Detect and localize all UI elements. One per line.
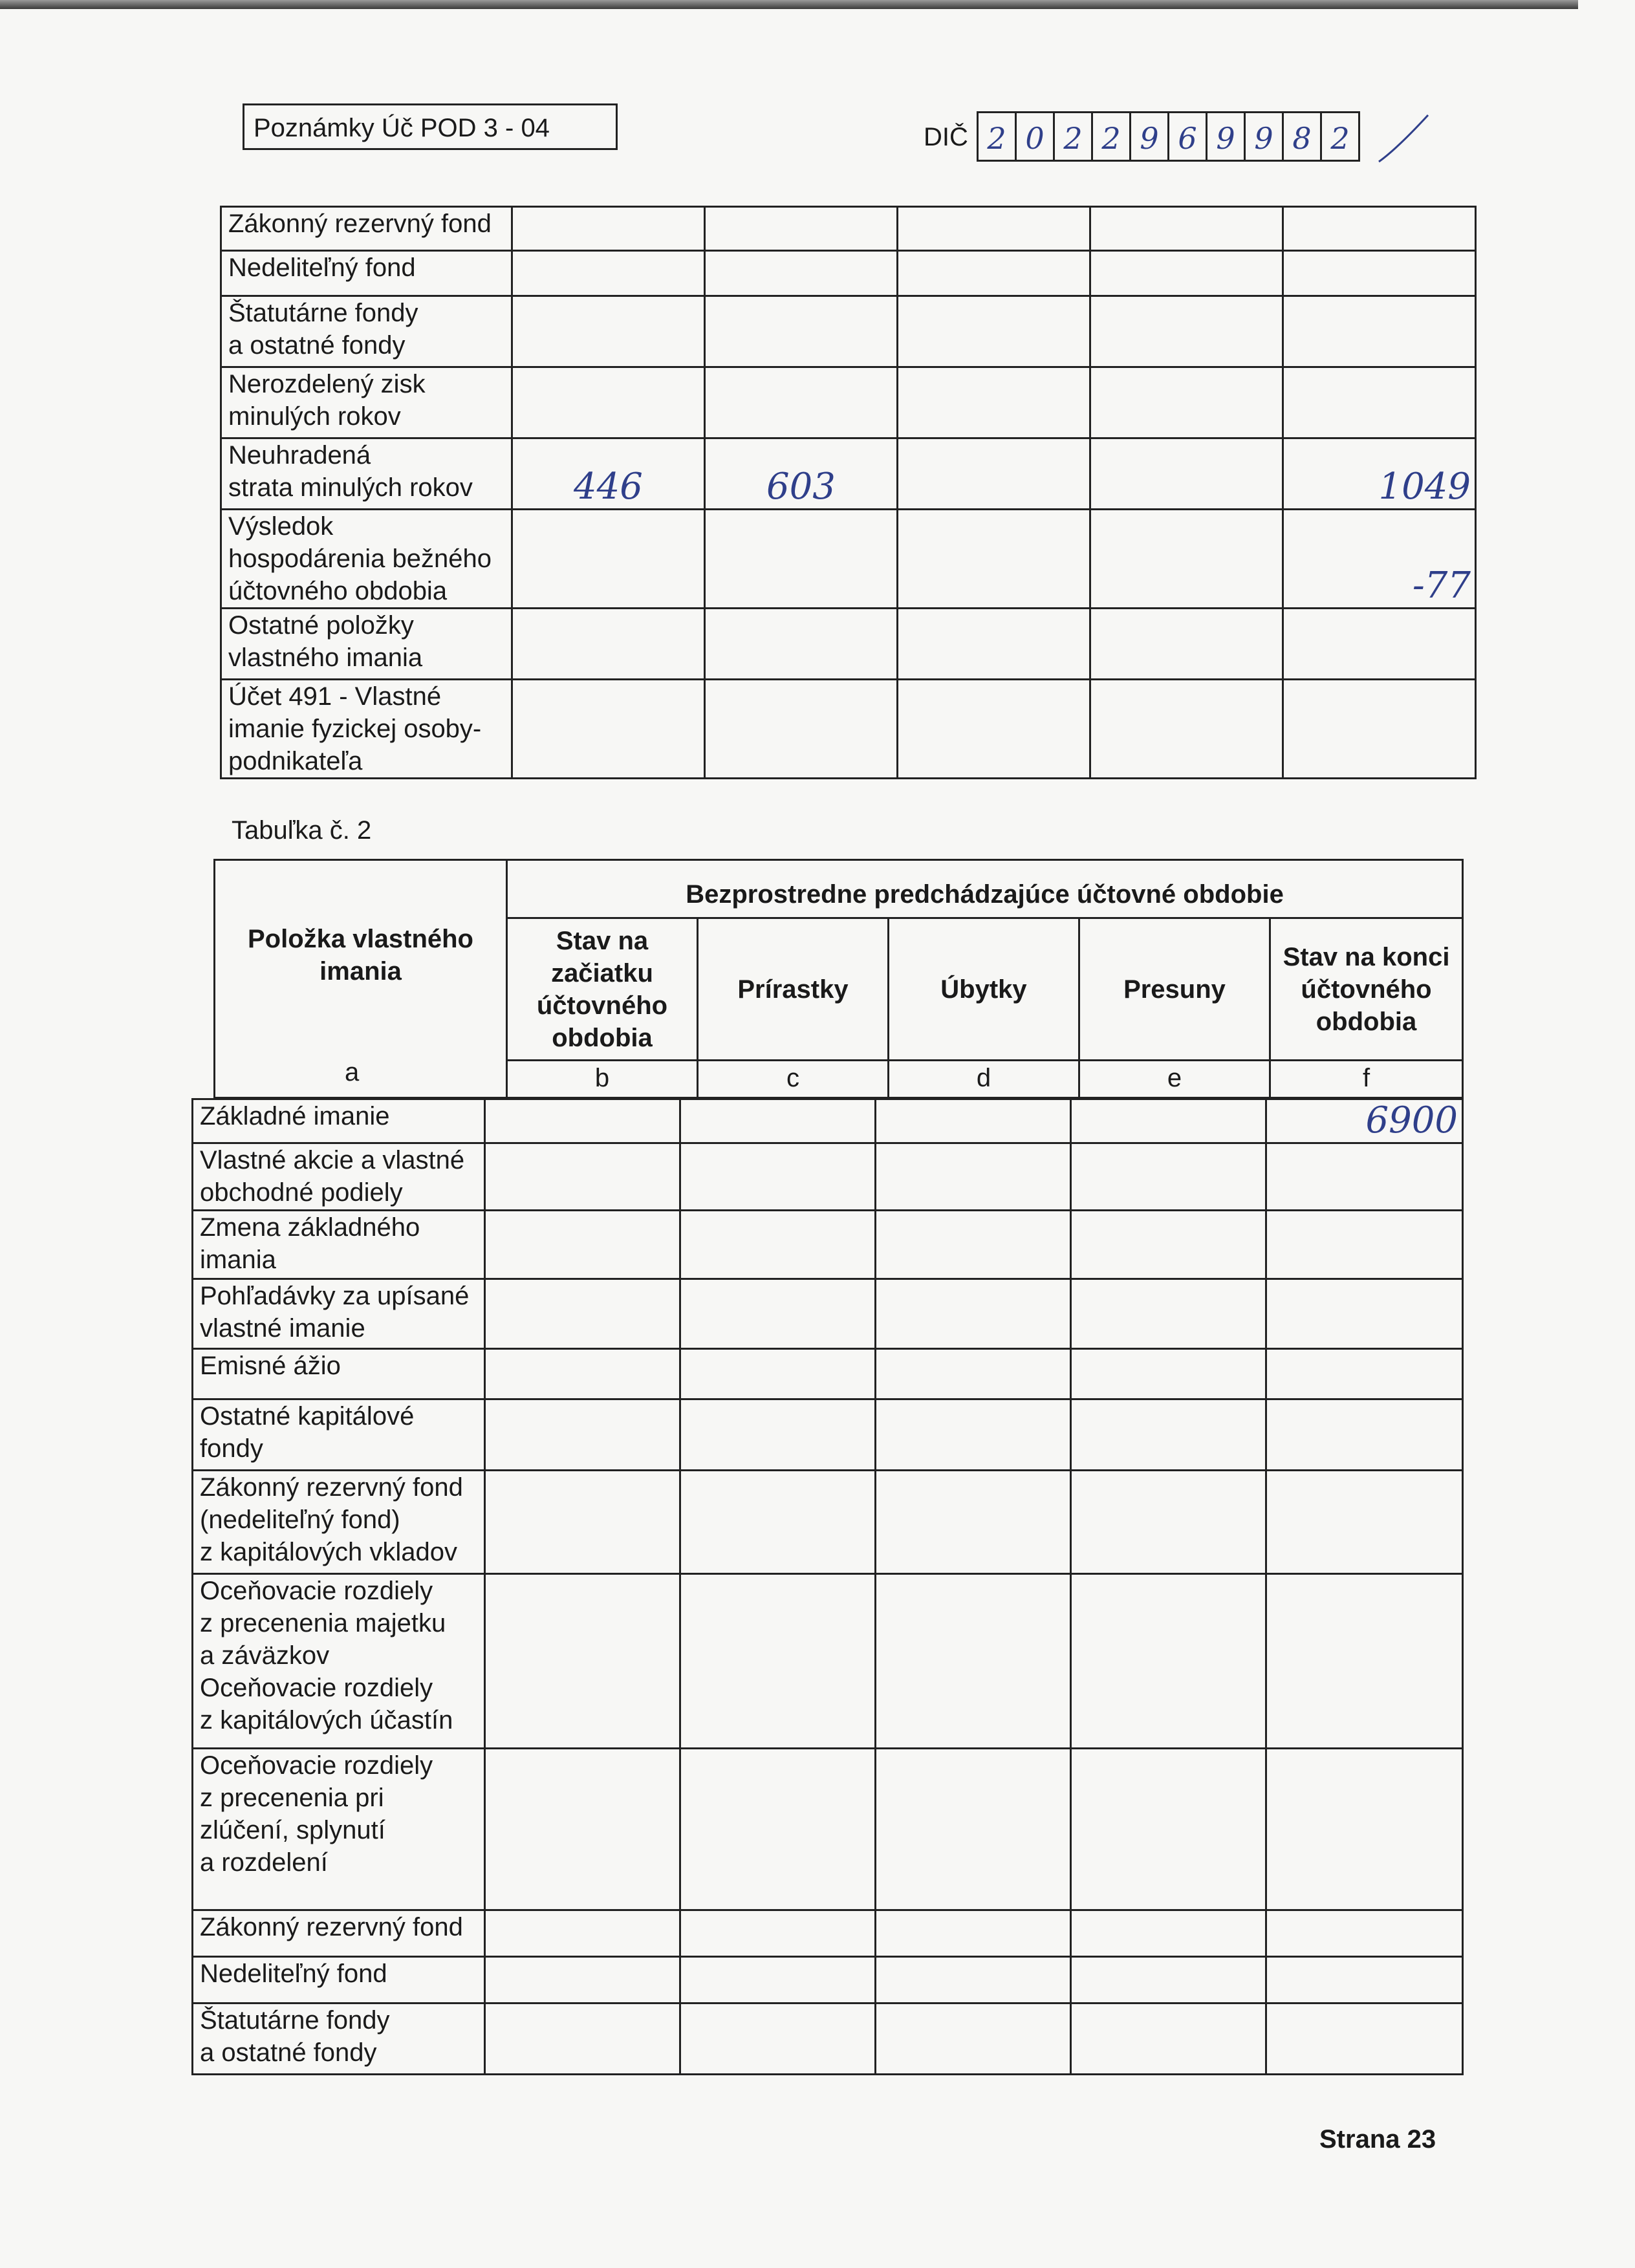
header-col-c: Prírastky <box>698 918 889 1061</box>
header-period: Bezprostredne predchádzajúce účtovné obdobie <box>507 860 1463 918</box>
row-label-line: Účet 491 - Vlastné <box>228 682 442 711</box>
row-label-line: Zákonný rezervný fond <box>228 210 492 238</box>
table-row <box>193 1910 1463 1957</box>
dic-digit-box: 0 <box>1015 111 1055 162</box>
value-cell[interactable] <box>1090 680 1283 779</box>
header-col-b-line: Stav na <box>556 926 649 955</box>
header-col-e: Presuny <box>1079 918 1270 1061</box>
value-cell[interactable] <box>680 1349 876 1399</box>
form-reference: Poznámky Úč POD 3 - 04 <box>243 103 618 150</box>
value-cell[interactable] <box>1283 367 1476 438</box>
row-label-line: Zmena základného <box>200 1213 420 1242</box>
header-col-b <box>507 918 698 1061</box>
value-cell[interactable] <box>512 296 705 367</box>
handwritten-stroke-icon <box>1378 110 1429 168</box>
row-label-line: Nerozdelený zisk <box>228 370 426 398</box>
row-label-line: Neuhradená <box>228 441 371 470</box>
value-cell[interactable] <box>705 296 898 367</box>
row-label <box>221 609 512 680</box>
scan-top-edge <box>0 0 1578 9</box>
value-cell[interactable] <box>1071 1471 1266 1574</box>
row-label-line: Základné imanie <box>200 1102 390 1130</box>
value-cell[interactable] <box>1266 1471 1463 1574</box>
value-cell[interactable] <box>1266 1957 1463 2003</box>
header-col-d: Úbytky <box>889 918 1079 1061</box>
value-cell[interactable] <box>705 680 898 779</box>
row-label <box>221 296 512 367</box>
row-label-line: vlastného imania <box>228 643 423 672</box>
value-cell[interactable] <box>485 1471 680 1574</box>
value-cell[interactable] <box>876 1279 1071 1349</box>
value-cell[interactable] <box>898 367 1090 438</box>
value-cell[interactable] <box>1266 1211 1463 1279</box>
row-label-line: Oceňovacie rozdiely <box>200 1577 433 1605</box>
header-item-column <box>215 860 507 1098</box>
value-cell[interactable]: -77 <box>1283 510 1476 609</box>
row-label-line: Zákonný rezervný fond <box>200 1913 463 1941</box>
value-cell[interactable] <box>1266 1749 1463 1910</box>
dic-digit-box: 8 <box>1282 111 1322 162</box>
column-letter: e <box>1079 1061 1270 1098</box>
row-label <box>221 367 512 438</box>
value-cell[interactable] <box>898 438 1090 510</box>
column-letter: f <box>1270 1061 1463 1098</box>
row-label-line: Ostatné kapitálové <box>200 1402 415 1431</box>
row-label <box>193 1749 485 1910</box>
value-cell[interactable] <box>512 680 705 779</box>
row-label-line: obchodné podiely <box>200 1178 403 1207</box>
row-label-line: minulých rokov <box>228 402 401 431</box>
value-cell[interactable] <box>705 609 898 680</box>
value-cell[interactable] <box>512 609 705 680</box>
value-cell[interactable] <box>1071 2003 1266 2075</box>
row-label-line: zlúčení, splynutí <box>200 1816 385 1844</box>
equity-table-previous-header <box>213 859 1464 1099</box>
table-row <box>193 1211 1463 1279</box>
value-cell[interactable] <box>1090 609 1283 680</box>
value-cell[interactable]: 1049 <box>1283 438 1476 510</box>
value-cell[interactable] <box>1266 1143 1463 1211</box>
value-cell[interactable] <box>1071 1143 1266 1211</box>
value-cell[interactable]: 6900 <box>1266 1099 1463 1143</box>
table-row <box>221 680 1476 779</box>
table-row <box>221 438 1476 510</box>
value-cell[interactable] <box>898 251 1090 296</box>
dic-digit-box: 6 <box>1167 111 1207 162</box>
value-cell[interactable] <box>512 207 705 251</box>
value-cell[interactable] <box>1283 609 1476 680</box>
value-cell[interactable] <box>1283 251 1476 296</box>
value-cell[interactable] <box>1071 1279 1266 1349</box>
value-cell[interactable] <box>1266 1279 1463 1349</box>
value-cell[interactable] <box>1283 207 1476 251</box>
row-label-line: účtovného obdobia <box>228 577 448 605</box>
table-row <box>193 1471 1463 1574</box>
row-label-line: (nedeliteľný fond) <box>200 1506 400 1534</box>
value-cell[interactable] <box>485 1279 680 1349</box>
row-label-line: vlastné imanie <box>200 1314 365 1343</box>
row-label-line: Nedeliteľný fond <box>200 1960 387 1988</box>
value-cell[interactable] <box>876 2003 1071 2075</box>
value-cell[interactable] <box>1266 1349 1463 1399</box>
row-label <box>193 1211 485 1279</box>
value-cell[interactable] <box>876 1910 1071 1957</box>
row-label-line: a ostatné fondy <box>200 2038 377 2067</box>
value-cell[interactable] <box>1090 510 1283 609</box>
value-cell[interactable] <box>1266 1910 1463 1957</box>
value-cell[interactable] <box>1071 1749 1266 1910</box>
value-cell[interactable] <box>680 1143 876 1211</box>
value-cell[interactable] <box>485 1399 680 1471</box>
value-cell[interactable] <box>1283 296 1476 367</box>
value-cell[interactable] <box>898 510 1090 609</box>
row-label <box>221 438 512 510</box>
value-cell[interactable] <box>705 510 898 609</box>
table-row <box>221 510 1476 609</box>
header-col-f-line: účtovného <box>1301 975 1432 1004</box>
header-col-f <box>1270 918 1463 1061</box>
header-col-f-line: Stav na konci <box>1283 942 1450 971</box>
row-label-line: Oceňovacie rozdiely <box>200 1674 433 1702</box>
table-2-caption: Tabuľka č. 2 <box>232 816 372 845</box>
dic-number-boxes <box>977 111 1358 162</box>
value-cell[interactable] <box>898 609 1090 680</box>
row-label <box>193 1910 485 1957</box>
value-cell[interactable] <box>705 207 898 251</box>
value-cell[interactable]: 446 <box>512 438 705 510</box>
value-cell[interactable] <box>680 1399 876 1471</box>
row-label <box>193 1099 485 1143</box>
value-cell[interactable] <box>1071 1399 1266 1471</box>
header-item-line: Položka vlastného <box>248 925 473 953</box>
value-cell[interactable] <box>485 1099 680 1143</box>
value-cell[interactable] <box>680 1471 876 1574</box>
value-cell[interactable] <box>876 1143 1071 1211</box>
value-cell[interactable] <box>898 296 1090 367</box>
value-cell[interactable] <box>512 510 705 609</box>
value-cell[interactable] <box>512 251 705 296</box>
value-cell[interactable] <box>680 1574 876 1749</box>
table-row <box>193 1574 1463 1749</box>
table-row <box>193 1749 1463 1910</box>
page-number: Strana 23 <box>1319 2125 1436 2154</box>
dic-digit-box: 2 <box>977 111 1017 162</box>
table-row <box>193 2003 1463 2075</box>
column-letter: d <box>889 1061 1079 1098</box>
row-label <box>193 1471 485 1574</box>
value-cell[interactable] <box>1071 1910 1266 1957</box>
row-label-line: Výsledok <box>228 512 334 541</box>
dic-digit-box: 9 <box>1244 111 1284 162</box>
value-cell[interactable] <box>876 1471 1071 1574</box>
row-label <box>193 1399 485 1471</box>
row-label-line: imania <box>200 1246 276 1274</box>
header-col-b-line: obdobia <box>552 1023 653 1052</box>
value-cell[interactable] <box>1266 1399 1463 1471</box>
value-cell[interactable] <box>1071 1349 1266 1399</box>
value-cell[interactable] <box>485 1349 680 1399</box>
table-row <box>221 207 1476 251</box>
value-cell[interactable] <box>1090 251 1283 296</box>
value-cell[interactable] <box>1090 207 1283 251</box>
table-row <box>221 296 1476 367</box>
table-row <box>193 1349 1463 1399</box>
equity-table-previous <box>191 1098 1464 2075</box>
value-cell[interactable] <box>1071 1099 1266 1143</box>
value-cell[interactable] <box>485 1910 680 1957</box>
row-label-line: podnikateľa <box>228 747 363 775</box>
value-cell[interactable] <box>705 367 898 438</box>
value-cell[interactable] <box>485 1957 680 2003</box>
column-letter: c <box>698 1061 889 1098</box>
row-label-line: z kapitálových vkladov <box>200 1538 457 1566</box>
row-label-line: Zákonný rezervný fond <box>200 1473 463 1502</box>
value-cell[interactable] <box>512 367 705 438</box>
value-cell[interactable] <box>680 1279 876 1349</box>
row-label-line: Štatutárne fondy <box>200 2006 390 2035</box>
value-cell[interactable] <box>1071 1211 1266 1279</box>
value-cell[interactable] <box>876 1574 1071 1749</box>
row-label-line: z precenenia pri <box>200 1784 384 1812</box>
row-label-line: a ostatné fondy <box>228 331 406 360</box>
row-label-line: Ostatné položky <box>228 611 414 640</box>
table-row <box>193 1399 1463 1471</box>
row-label-line: a rozdelení <box>200 1848 328 1877</box>
table-row <box>193 1099 1463 1143</box>
row-label-line: imanie fyzickej osoby- <box>228 715 482 743</box>
table-row <box>193 1279 1463 1349</box>
table-row <box>193 1957 1463 2003</box>
row-label-line: a záväzkov <box>200 1641 330 1670</box>
row-label-line: Vlastné akcie a vlastné <box>200 1146 465 1174</box>
value-cell[interactable] <box>876 1349 1071 1399</box>
value-cell[interactable] <box>680 1957 876 2003</box>
value-cell[interactable] <box>876 1957 1071 2003</box>
row-label-line: Emisné ážio <box>200 1352 341 1380</box>
value-cell[interactable] <box>898 680 1090 779</box>
row-label-line: z kapitálových účastín <box>200 1706 453 1734</box>
value-cell[interactable] <box>1090 296 1283 367</box>
value-cell[interactable] <box>485 2003 680 2075</box>
row-label-line: Pohľadávky za upísané <box>200 1282 470 1310</box>
value-cell[interactable] <box>1266 2003 1463 2075</box>
table-row <box>221 251 1476 296</box>
header-col-b-line: účtovného <box>536 991 668 1020</box>
value-cell[interactable] <box>1283 680 1476 779</box>
value-cell[interactable] <box>485 1211 680 1279</box>
dic-digit-box: 9 <box>1129 111 1169 162</box>
value-cell[interactable] <box>705 251 898 296</box>
value-cell[interactable] <box>680 2003 876 2075</box>
value-cell[interactable] <box>680 1211 876 1279</box>
value-cell[interactable] <box>485 1143 680 1211</box>
value-cell[interactable]: 603 <box>705 438 898 510</box>
dic-label: DIČ <box>924 123 968 151</box>
value-cell[interactable] <box>485 1749 680 1910</box>
value-cell[interactable] <box>680 1749 876 1910</box>
value-cell[interactable] <box>876 1749 1071 1910</box>
dic-digit-box: 2 <box>1320 111 1360 162</box>
header-item-line: imania <box>319 957 402 986</box>
value-cell[interactable] <box>1071 1957 1266 2003</box>
row-label <box>221 510 512 609</box>
value-cell[interactable] <box>1071 1574 1266 1749</box>
row-label <box>193 1143 485 1211</box>
value-cell[interactable] <box>680 1910 876 1957</box>
row-label <box>221 680 512 779</box>
dic-digit-box: 9 <box>1206 111 1246 162</box>
row-label-line: Štatutárne fondy <box>228 299 418 327</box>
dic-digit-box: 2 <box>1053 111 1093 162</box>
column-letter: b <box>507 1061 698 1098</box>
row-label-line: hospodárenia bežného <box>228 545 492 573</box>
row-label <box>193 2003 485 2075</box>
row-label-line: z precenenia majetku <box>200 1609 446 1637</box>
value-cell[interactable] <box>680 1099 876 1143</box>
row-label <box>193 1279 485 1349</box>
row-label-line: strata minulých rokov <box>228 473 473 502</box>
equity-table-current <box>220 206 1477 779</box>
row-label-line: Oceňovacie rozdiely <box>200 1751 433 1780</box>
row-label <box>193 1957 485 2003</box>
row-label-line: fondy <box>200 1434 263 1463</box>
value-cell[interactable] <box>1090 438 1283 510</box>
row-label <box>221 207 512 251</box>
value-cell[interactable] <box>1266 1574 1463 1749</box>
value-cell[interactable] <box>876 1399 1071 1471</box>
row-label <box>221 251 512 296</box>
value-cell[interactable] <box>1090 367 1283 438</box>
row-label <box>193 1574 485 1749</box>
header-col-f-line: obdobia <box>1316 1007 1417 1036</box>
value-cell[interactable] <box>485 1574 680 1749</box>
value-cell[interactable] <box>898 207 1090 251</box>
row-label-line: Nedeliteľný fond <box>228 254 416 282</box>
row-label <box>193 1349 485 1399</box>
dic-digit-box: 2 <box>1091 111 1131 162</box>
column-letter-a: a <box>345 1058 360 1086</box>
header-col-b-line: začiatku <box>551 958 653 988</box>
table-row <box>221 367 1476 438</box>
table-row <box>221 609 1476 680</box>
value-cell[interactable] <box>876 1211 1071 1279</box>
table-row <box>193 1143 1463 1211</box>
value-cell[interactable] <box>876 1099 1071 1143</box>
